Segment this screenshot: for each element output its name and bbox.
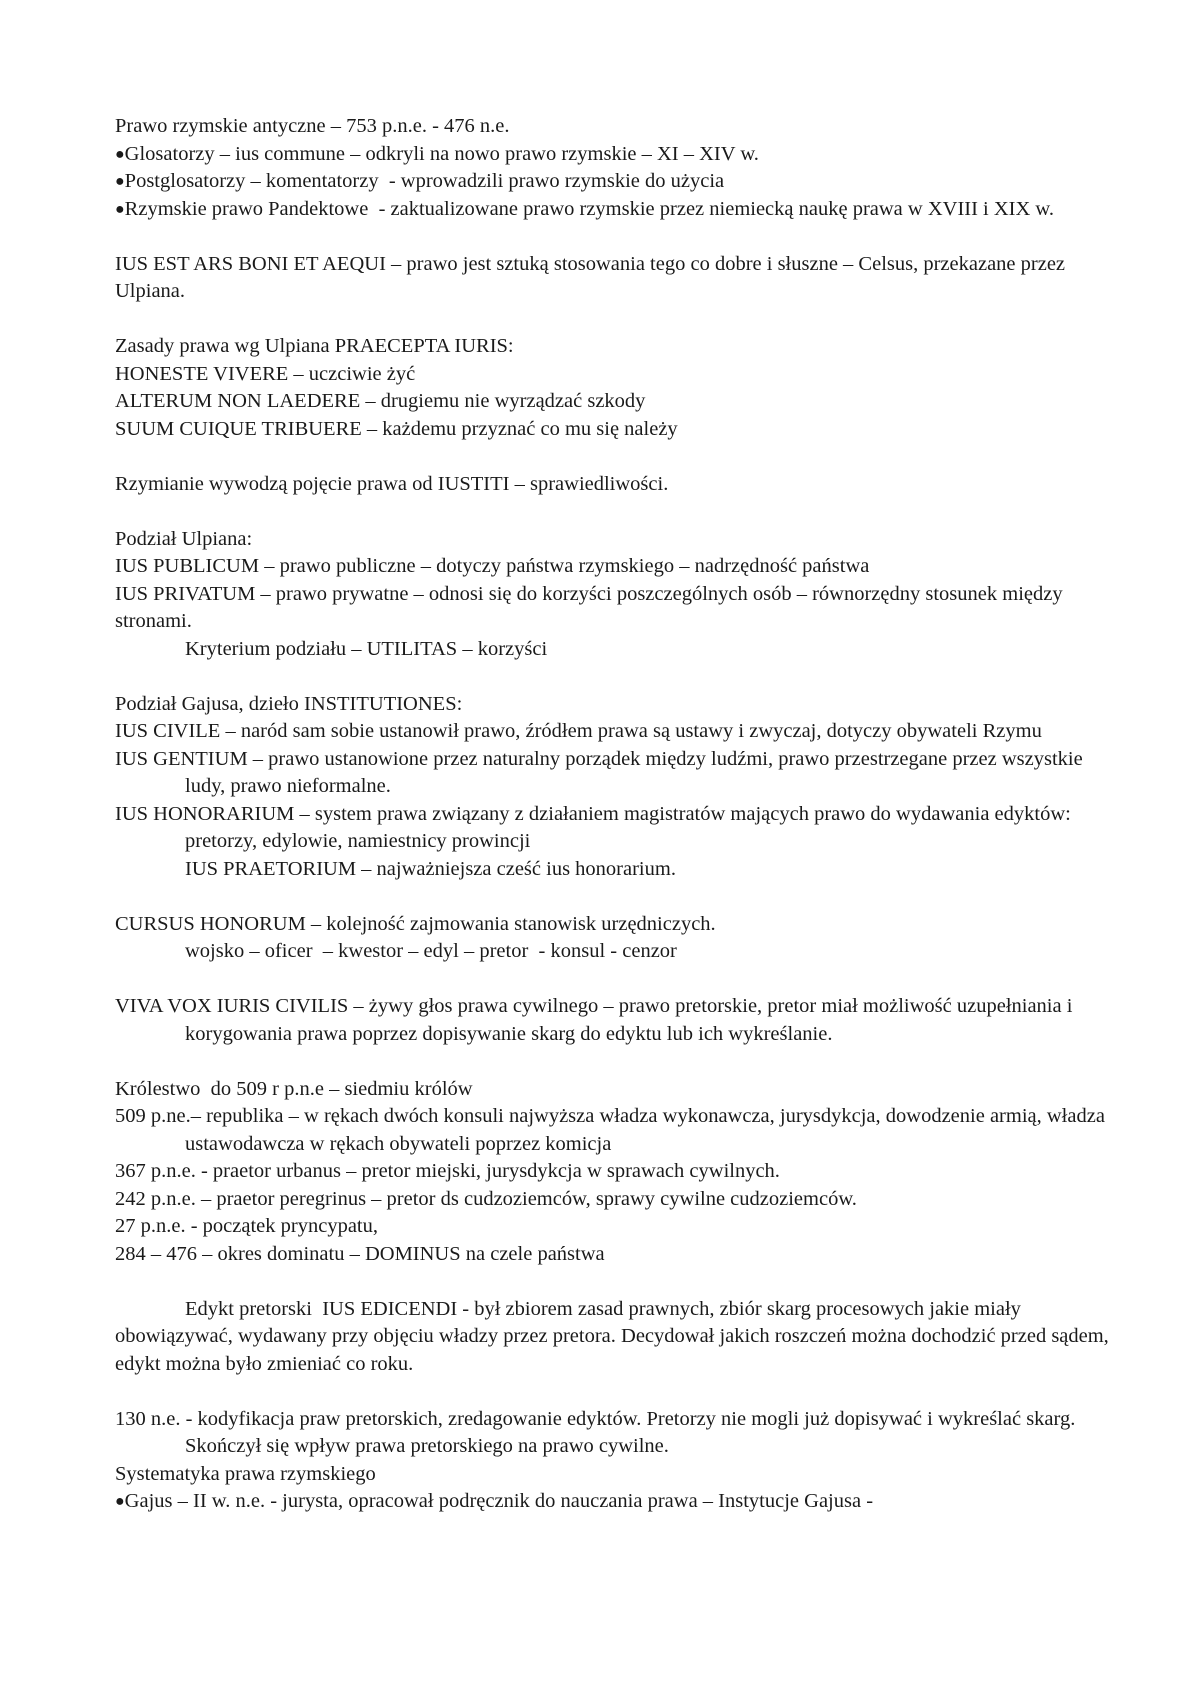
line-text: 27 p.n.e. - początek pryncypatu,	[115, 1215, 378, 1237]
paragraph-gap	[115, 663, 1115, 691]
bullet-item	[115, 141, 1115, 169]
text-line	[115, 1461, 1115, 1489]
line-text: Prawo rzymskie antyczne – 753 p.n.e. - 476 n.e.	[115, 115, 510, 137]
line-text: HONESTE VIVERE – uczciwie żyć	[115, 362, 416, 385]
line-text: Postglosatorzy – komentatorzy - wprowadzili prawo rzymskie do użycia	[124, 170, 725, 192]
paragraph-gap	[115, 1048, 1115, 1076]
bullet-item	[115, 168, 1115, 196]
line-text: VIVA VOX IURIS CIVILIS – żywy głos prawa cywilnego – prawo pretorskie, pretor miał możliwość uzupełniania i korygowania prawa poprzez dopisywanie skarg do edyktu lub ich wykreślanie.	[115, 995, 1078, 1045]
bullet-icon: ●	[115, 200, 125, 218]
line-text: SUUM CUIQUE TRIBUERE – każdemu przyznać co mu się należy	[115, 417, 678, 440]
paragraph-gap	[115, 223, 1115, 251]
text-line	[115, 581, 1115, 636]
paragraph-gap	[115, 1268, 1115, 1296]
line-text: IUS GENTIUM – prawo ustanowione przez naturalny porządek między ludźmi, prawo przestrzegane przez wszystkie ludy, prawo nieformalne.	[115, 747, 1088, 797]
paragraph-gap	[115, 443, 1115, 471]
text-line	[115, 1076, 1115, 1104]
bullet-icon: ●	[115, 1493, 125, 1510]
indented-line	[115, 938, 1115, 966]
line-text: ALTERUM NON LAEDERE – drugiemu nie wyrządzać szkody	[115, 390, 646, 412]
line-text: Zasady prawa wg Ulpiana PRAECEPTA IURIS:	[115, 335, 514, 357]
text-line	[115, 1241, 1115, 1269]
line-text: 509 p.ne.– republika – w rękach dwóch konsuli najwyższa władza wykonawcza, jurysdykcja, dowodzenie armią, władza ustawodawcza w rękach obywateli poprzez komicja	[115, 1105, 1111, 1155]
text-line	[115, 691, 1115, 719]
indented-line	[115, 636, 1115, 664]
text-line	[115, 526, 1115, 554]
line-text: IUS CIVILE – naród sam sobie ustanowił prawo, źródłem prawa są ustawy i zwyczaj, dotyczy obywateli Rzymu	[115, 720, 1042, 742]
hanging-paragraph	[115, 1406, 1115, 1461]
line-text: wojsko – oficer – kwestor – edyl – pretor - konsul - cenzor	[185, 940, 677, 962]
line-text: 130 n.e. - kodyfikacja praw pretorskich, zredagowanie edyktów. Pretorzy nie mogli już dopisywać i wykreślać skarg. Skończył się wpływ prawa pretorskiego na prawo cywilne.	[115, 1407, 1081, 1457]
line-text: Glosatorzy – ius commune – odkryli na nowo prawo rzymskie – XI – XIV w.	[124, 142, 759, 165]
line-text: IUS PRIVATUM – prawo prywatne – odnosi się do korzyści poszczególnych osób – równorzędny stosunek między stronami.	[115, 582, 1068, 632]
paragraph-gap	[115, 966, 1115, 994]
hanging-paragraph	[115, 993, 1115, 1048]
line-text: IUS PUBLICUM – prawo publiczne – dotyczy państwa rzymskiego – nadrzędność państwa	[115, 555, 870, 577]
line-text: Królestwo do 509 r p.n.e – siedmiu królów	[115, 1077, 473, 1100]
line-text: IUS HONORARIUM – system prawa związany z działaniem magistratów mających prawo do wydawania edyktów: pretorzy, edylowie, namiestnicy prowincji	[115, 802, 1076, 852]
indented-paragraph	[115, 1296, 1115, 1379]
bullet-item	[115, 1488, 1115, 1516]
text-line	[115, 1213, 1115, 1241]
line-text: IUS PRAETORIUM – najważniejsza cześć ius honorarium.	[185, 857, 676, 880]
paragraph-gap	[115, 306, 1115, 334]
bullet-item	[115, 196, 1115, 224]
text-line	[115, 361, 1115, 389]
paragraph-gap	[115, 498, 1115, 526]
hanging-paragraph	[115, 1103, 1115, 1158]
text-line	[115, 471, 1115, 499]
hanging-paragraph	[115, 801, 1115, 856]
line-text: Rzymianie wywodzą pojęcie prawa od IUSTITI – sprawiedliwości.	[115, 472, 669, 495]
hanging-paragraph	[115, 746, 1115, 801]
line-text: CURSUS HONORUM – kolejność zajmowania stanowisk urzędniczych.	[115, 912, 716, 935]
line-text: Gajus – II w. n.e. - jurysta, opracował podręcznik do nauczania prawa – Instytucje Gajusa -	[124, 1490, 874, 1512]
line-text: Edykt pretorski IUS EDICENDI - był zbiorem zasad prawnych, zbiór skarg procesowych jakie miały obowiązywać, wydawany przy objęciu władzy przez pretora. Decydował jakich roszczeń można dochodzić przed sądem, edykt można było zmieniać co roku.	[115, 1297, 1114, 1375]
line-text: 284 – 476 – okres dominatu – DOMINUS na czele państwa	[115, 1242, 605, 1265]
paragraph-gap	[115, 883, 1115, 911]
paragraph-gap	[115, 1378, 1115, 1406]
line-text: Podział Ulpiana:	[115, 527, 253, 550]
document-body	[115, 113, 1115, 1516]
line-text: Podział Gajusa, dzieło INSTITUTIONES:	[115, 692, 463, 715]
line-text: Rzymskie prawo Pandektowe - zaktualizowane prawo rzymskie przez niemiecką naukę prawa w XVIII i XIX w.	[124, 197, 1055, 220]
line-text: IUS EST ARS BONI ET AEQUI – prawo jest sztuką stosowania tego co dobre i słuszne – Celsus, przekazane przez Ulpiana.	[115, 252, 1071, 302]
hanging-paragraph	[115, 718, 1115, 746]
text-line	[115, 911, 1115, 939]
text-line	[115, 1158, 1115, 1186]
text-line	[115, 251, 1115, 306]
text-line	[115, 553, 1115, 581]
text-line	[115, 416, 1115, 444]
line-text: 367 p.n.e. - praetor urbanus – pretor miejski, jurysdykcja w sprawach cywilnych.	[115, 1160, 780, 1182]
bullet-icon: ●	[115, 173, 125, 190]
line-text: Systematyka prawa rzymskiego	[115, 1462, 376, 1485]
indented-line	[115, 856, 1115, 884]
text-line	[115, 1186, 1115, 1214]
line-text: 242 p.n.e. – praetor peregrinus – pretor ds cudzoziemców, sprawy cywilne cudzoziemców.	[115, 1187, 857, 1210]
text-line	[115, 113, 1115, 141]
text-line	[115, 333, 1115, 361]
text-line	[115, 388, 1115, 416]
line-text: Kryterium podziału – UTILITAS – korzyści	[185, 637, 548, 660]
bullet-icon: ●	[115, 145, 125, 163]
